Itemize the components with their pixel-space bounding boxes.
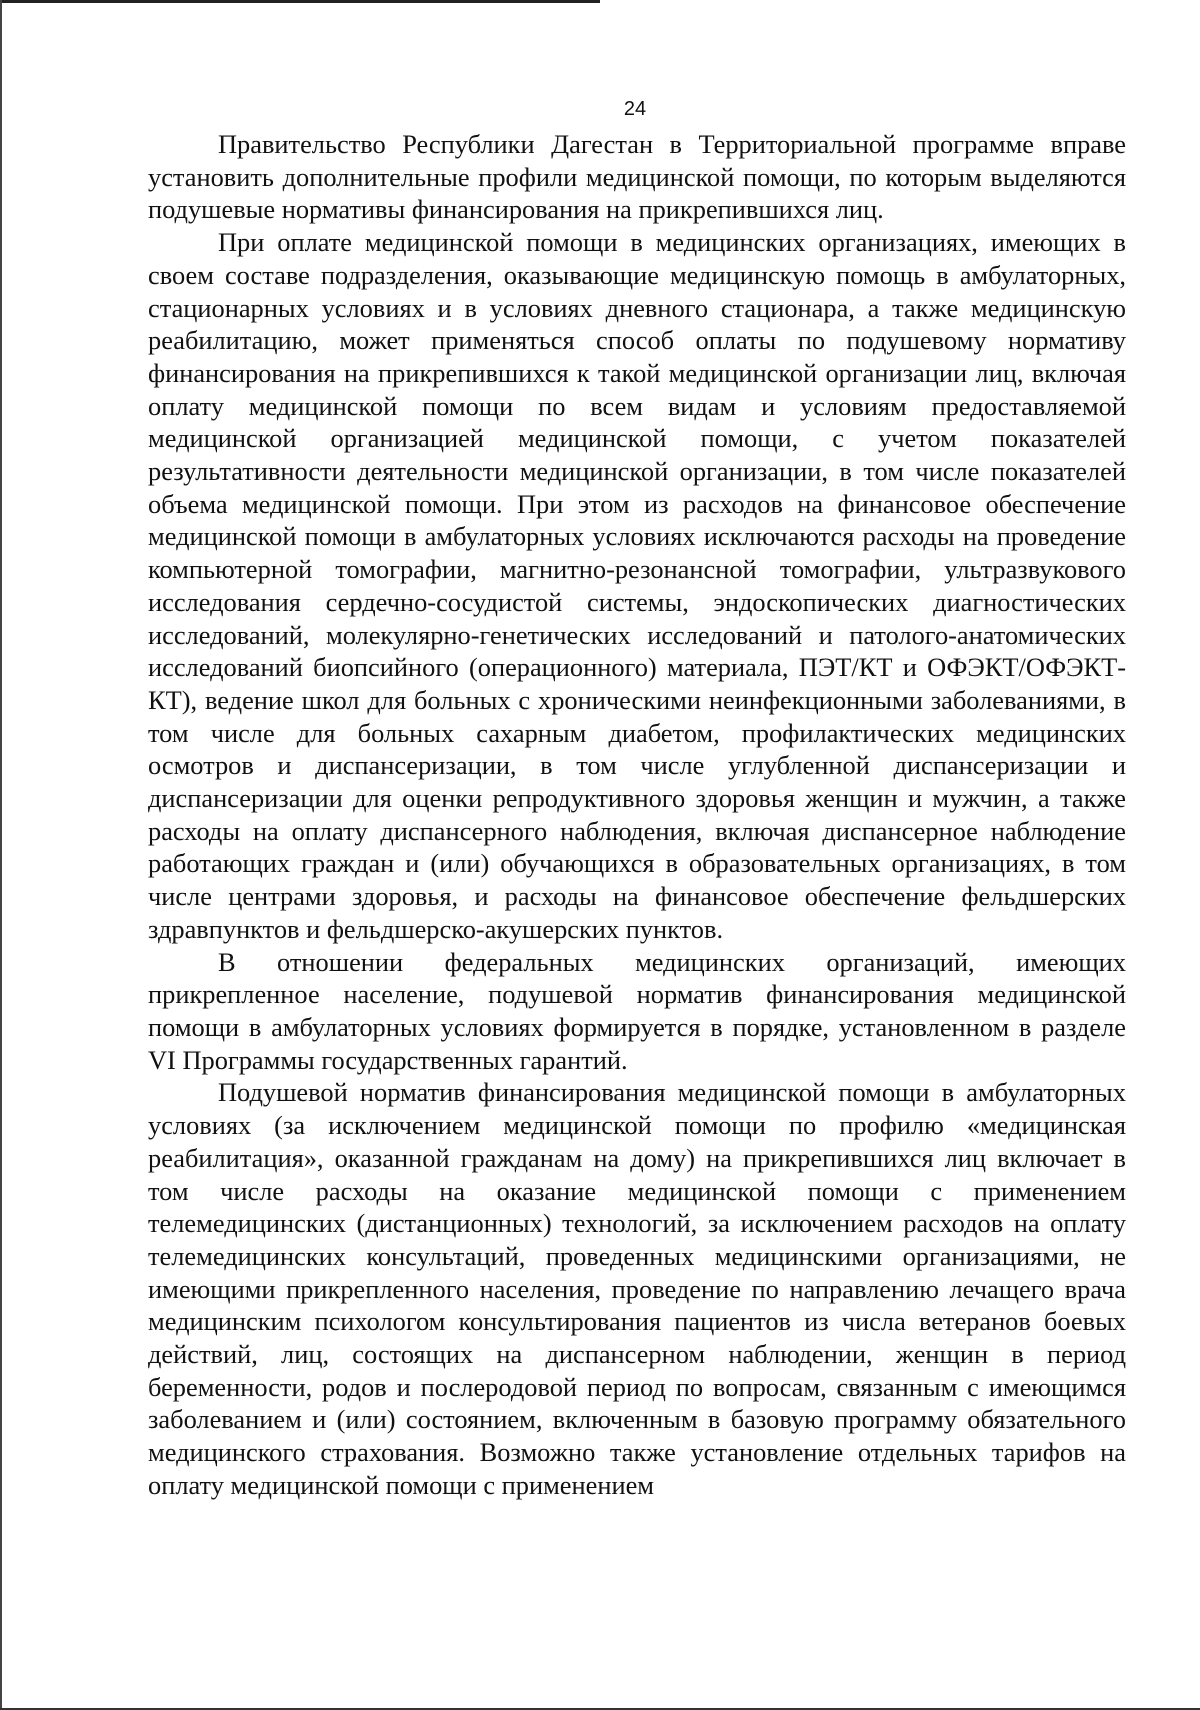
paragraph-1: Правительство Республики Дагестан в Территориальной программе вправе установить дополнительные профили медицинской помощи, по которым выделяются подушевые нормативы финансирования на прикрепившихся лиц.	[148, 129, 1126, 225]
page-number: 24	[623, 98, 647, 120]
scan-artifact-left-line	[0, 0, 2, 1710]
paragraph-2: При оплате медицинской помощи в медицинских организациях, имеющих в своем составе подразделения, оказывающие медицинскую помощь в амбулаторных, стационарных условиях и в условиях дневного стационара, а также медицинскую реабилитацию, может применяться способ оплаты по подушевому нормативу финансирования на прикрепившихся к такой медицинской организации лиц, включая оплату медицинской помощи по всем видам и условиям предоставляемой медицинской организацией медицинской помощи, с учетом показателей результативности деятельности медицинской организации, в том числе показателей объема медицинской помощи. При этом из расходов на финансовое обеспечение медицинской помощи в амбулаторных условиях исключаются расходы на проведение компьютерной томографии, магнитно-резонансной томографии, ультразвукового исследования сердечно-сосудистой системы, эндоскопических диагностических исследований, молекулярно-генетических исследований и патолого-анатомических исследований биопсийного (операционного) материала, ПЭТ/КТ и ОФЭКТ/ОФЭКТ-КТ), ведение школ для больных с хроническими неинфекционными заболеваниями, в том числе для больных сахарным диабетом, профилактических медицинских осмотров и диспансеризации, в том числе углубленной диспансеризации и диспансеризации для оценки репродуктивного здоровья женщин и мужчин, а также расходы на оплату диспансерного наблюдения, включая диспансерное наблюдение работающих граждан и (или) обучающихся в образовательных организациях, в том числе центрами здоровья, и расходы на финансовое обеспечение фельдшерских здравпунктов и фельдшерско-акушерских пунктов.	[148, 227, 1126, 944]
document-body	[148, 128, 1126, 1502]
scan-artifact-top-line	[0, 0, 600, 3]
paragraph-3: В отношении федеральных медицинских организаций, имеющих прикрепленное население, подушевой норматив финансирования медицинской помощи в амбулаторных условиях формируется в порядке, установленном в разделе VI Программы государственных гарантий.	[148, 946, 1126, 1075]
paragraph-4: Подушевой норматив финансирования медицинской помощи в амбулаторных условиях (за исключением медицинской помощи по профилю «медицинская реабилитация», оказанной гражданам на дому) на прикрепившихся лиц включает в том числе расходы на оказание медицинской помощи с применением телемедицинских (дистанционных) технологий, за исключением расходов на оплату телемедицинских консультаций, проведенных медицинскими организациями, не имеющими прикрепленного населения, проведение по направлению лечащего врача медицинским психологом консультирования пациентов из числа ветеранов боевых действий, лиц, состоящих на диспансерном наблюдении, женщин в период беременности, родов и послеродовой период по вопросам, связанным с имеющимся заболеванием и (или) состоянием, включенным в базовую программу обязательного медицинского страхования. Возможно также установление отдельных тарифов на оплату медицинской помощи с применением	[148, 1077, 1126, 1500]
